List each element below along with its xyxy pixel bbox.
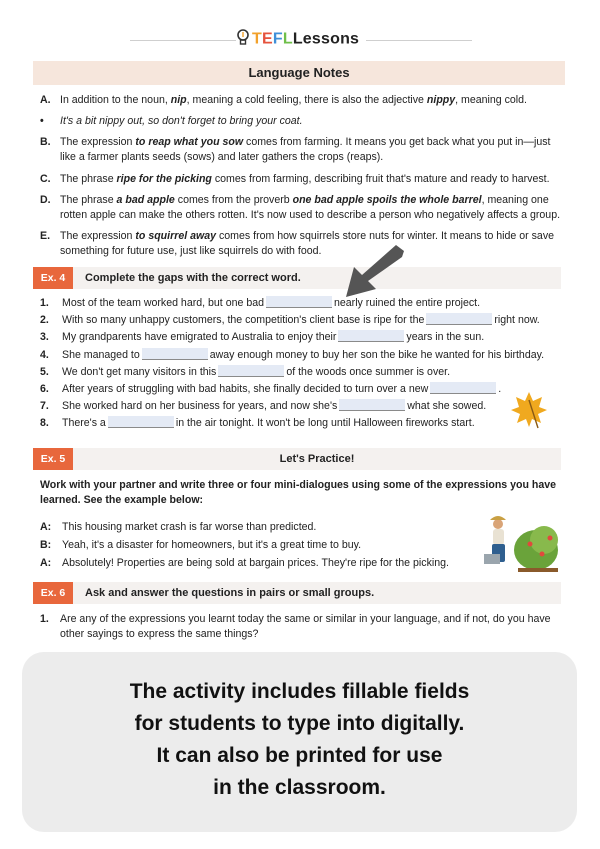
dialogue-line: B: Yeah, it's a disaster for homeowners, but it's a great time to buy. bbox=[40, 539, 362, 551]
list-item: 5. We don't get many visitors in this of the woods once summer is over. bbox=[40, 365, 451, 378]
info-overlay-card bbox=[22, 652, 577, 832]
fill-gap-field[interactable] bbox=[108, 416, 174, 428]
dialogue-line: A: This housing market crash is far worse than predicted. bbox=[40, 521, 317, 533]
header-divider-right bbox=[366, 40, 472, 41]
header-divider-left bbox=[130, 40, 236, 41]
ex5-title: Let's Practice! bbox=[279, 453, 355, 465]
list-item: 2. With so many unhappy customers, the competition's client base is ripe for the right now. bbox=[40, 314, 540, 327]
ex4-tag: Ex. 4 bbox=[33, 267, 73, 289]
list-item: 4. She managed to away enough money to buy her son the bike he wanted for his birthday. bbox=[40, 348, 545, 361]
ex6-tag: Ex. 6 bbox=[33, 582, 73, 604]
list-item: 8. There's a in the air tonight. It won't be long until Halloween fireworks start. bbox=[40, 417, 475, 430]
note-e: E. The expression to squirrel away comes from how squirrels store nuts for winter. It means to hide or save something for future use, just like squirrels do with food. bbox=[40, 230, 555, 257]
ex5-tag: Ex. 5 bbox=[33, 448, 73, 470]
fill-gap-field[interactable] bbox=[338, 330, 404, 342]
gardener-illustration bbox=[470, 510, 562, 579]
ex5-dialogue bbox=[40, 518, 480, 572]
list-item: 7. She worked hard on her business for years, and now she's what she sowed. bbox=[40, 400, 487, 413]
fill-gap-field[interactable] bbox=[218, 365, 284, 377]
ex6-title: Ask and answer the questions in pairs or small groups. bbox=[85, 587, 375, 599]
ex5-instructions: Work with your partner and write three or four mini-dialogues using some of the expressions you have learned. See the example below: bbox=[40, 479, 557, 506]
ex4-title: Complete the gaps with the correct word. bbox=[85, 272, 301, 284]
ex6-item-1: 1. Are any of the expressions you learnt today the same or similar in your language, and if not, do you have other sayings to express the same things? bbox=[40, 613, 551, 640]
dialogue-line: A: Absolutely! Properties are being sold at bargain prices. They're ripe for the picking. bbox=[40, 557, 449, 569]
ex4-list bbox=[40, 295, 565, 433]
tefl-lessons-logo: TEFLLessons bbox=[236, 28, 366, 52]
overlay-message: The activity includes fillable fields for students to type into digitally. It can also be printed for use in the classroom. bbox=[129, 680, 470, 799]
fill-gap-field[interactable] bbox=[426, 313, 492, 325]
list-item: 3. My grandparents have emigrated to Australia to enjoy their years in the sun. bbox=[40, 331, 485, 344]
fill-gap-field[interactable] bbox=[266, 296, 332, 308]
fill-gap-field[interactable] bbox=[142, 348, 208, 360]
header bbox=[0, 26, 600, 54]
note-bullet-example: • It's a bit nippy out, so don't forget to bring your coat. bbox=[40, 115, 303, 127]
note-b: B. The expression to reap what you sow comes from farming. It means you get back what you put in—just like a farmer plants seeds (sows) and later gathers the crops (reaps). bbox=[40, 136, 551, 163]
language-notes-title: Language Notes bbox=[33, 61, 565, 85]
list-item: 1. Most of the team worked hard, but one bad nearly ruined the entire project. bbox=[40, 297, 481, 309]
ex6-header bbox=[33, 582, 561, 604]
fill-gap-field[interactable] bbox=[430, 382, 496, 394]
fill-gap-field[interactable] bbox=[339, 399, 405, 411]
ex4-header bbox=[33, 267, 561, 289]
note-a: A. In addition to the noun, nip, meaning a cold feeling, there is also the adjective nippy, meaning cold. bbox=[40, 94, 528, 106]
list-item: 6. After years of struggling with bad habits, she finally decided to turn over a new . bbox=[40, 382, 502, 395]
ex5-header bbox=[33, 448, 561, 470]
lightbulb-icon bbox=[236, 28, 250, 51]
note-c: C. The phrase ripe for the picking comes from farming, describing fruit that's mature and ready to harvest. bbox=[40, 173, 550, 185]
autumn-leaf-icon bbox=[508, 388, 550, 435]
note-d: D. The phrase a bad apple comes from the proverb one bad apple spoils the whole barrel, meaning one rotten apple can make the others rotten. It's now used to describe a person who negatively affects a group. bbox=[40, 194, 561, 221]
